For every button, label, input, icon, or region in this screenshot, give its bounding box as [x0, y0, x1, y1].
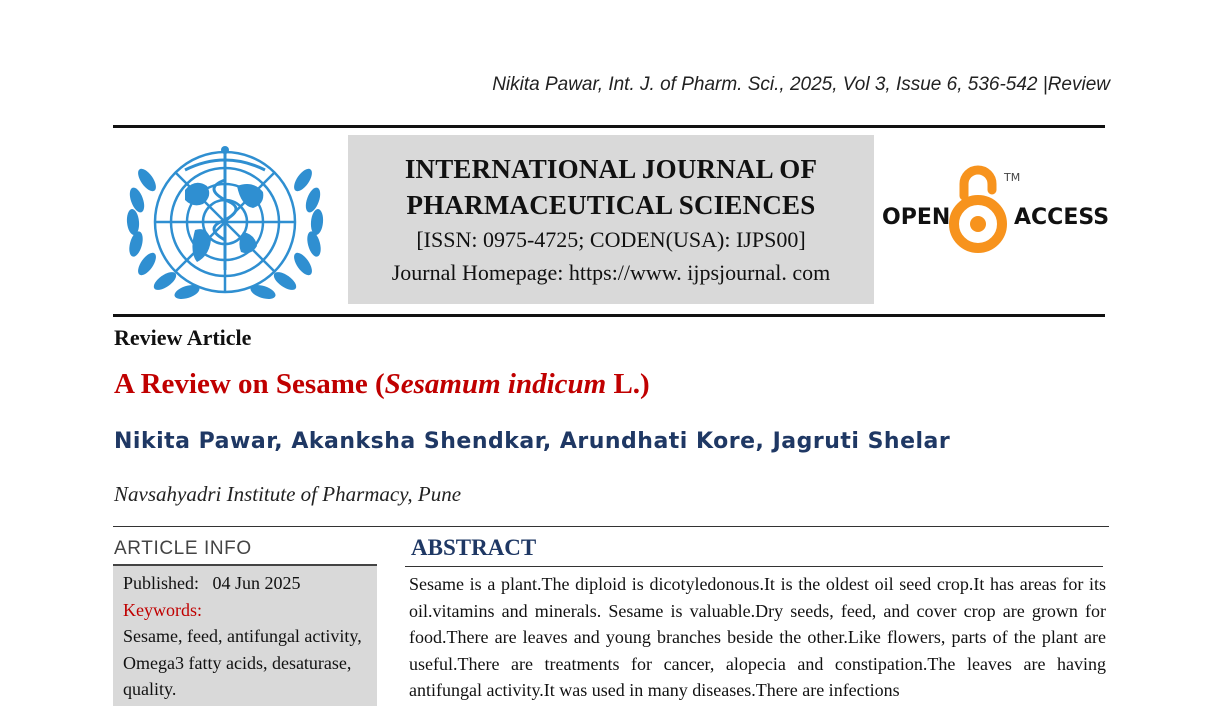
title-prefix: A Review on Sesame ( — [114, 368, 385, 400]
article-title — [114, 368, 650, 401]
open-lock-icon — [954, 170, 1002, 248]
abstract-heading: ABSTRACT — [411, 535, 537, 560]
title-suffix: L.) — [606, 368, 650, 400]
section-divider — [113, 526, 1109, 527]
article-authors: Nikita Pawar, Akanksha Shendkar, Arundhati Kore, Jagruti Shelar — [114, 429, 951, 454]
masthead-bottom-rule — [113, 314, 1105, 317]
published-date: 04 Jun 2025 — [212, 573, 301, 593]
trademark-label: TM — [1004, 171, 1021, 184]
journal-masthead — [348, 135, 874, 304]
journal-homepage: Journal Homepage: https://www. ijpsjournal. com — [391, 260, 831, 285]
article-info-heading: ARTICLE INFO — [114, 538, 252, 559]
published-label: Published: — [123, 573, 200, 593]
open-access-logo — [878, 162, 1110, 254]
journal-emblem-icon — [125, 140, 325, 305]
abstract-rule — [405, 566, 1103, 567]
journal-issn: [ISSN: 0975-4725; CODEN(USA): IJPS00] — [416, 227, 806, 252]
access-label: ACCESS — [1014, 205, 1110, 230]
article-affiliation: Navsahyadri Institute of Pharmacy, Pune — [114, 482, 462, 506]
article-type: Review Article — [114, 325, 252, 350]
published-line — [123, 570, 369, 597]
journal-name-line2: PHARMACEUTICAL SCIENCES — [406, 190, 816, 220]
title-species: Sesamum indicum — [384, 368, 607, 400]
keywords-label: Keywords: — [123, 599, 202, 620]
abstract-text: Sesame is a plant.The diploid is dicotyledonous.It is the oldest oil seed crop.It has areas for its oil.vitamins and minerals. Sesame is valuable.Dry seeds, feed, and cover crop are grown for food.There are leaves and young branches beside the other.Like flowers, parts of the plant are useful.There are treatments for cancer, alopecia and constipation.The leaves are having antifungal activity.It was used in many diseases.There are infections — [409, 574, 1106, 700]
journal-name-line1: INTERNATIONAL JOURNAL OF — [404, 154, 818, 184]
article-info-box — [113, 566, 377, 706]
masthead-top-rule — [113, 125, 1105, 128]
open-label: OPEN — [882, 205, 951, 230]
running-header: Nikita Pawar, Int. J. of Pharm. Sci., 2025, Vol 3, Issue 6, 536-542 |Review — [492, 74, 1110, 95]
keywords-list: Sesame, feed, antifungal activity, Omega3 fatty acids, desaturase, quality. — [123, 626, 362, 699]
